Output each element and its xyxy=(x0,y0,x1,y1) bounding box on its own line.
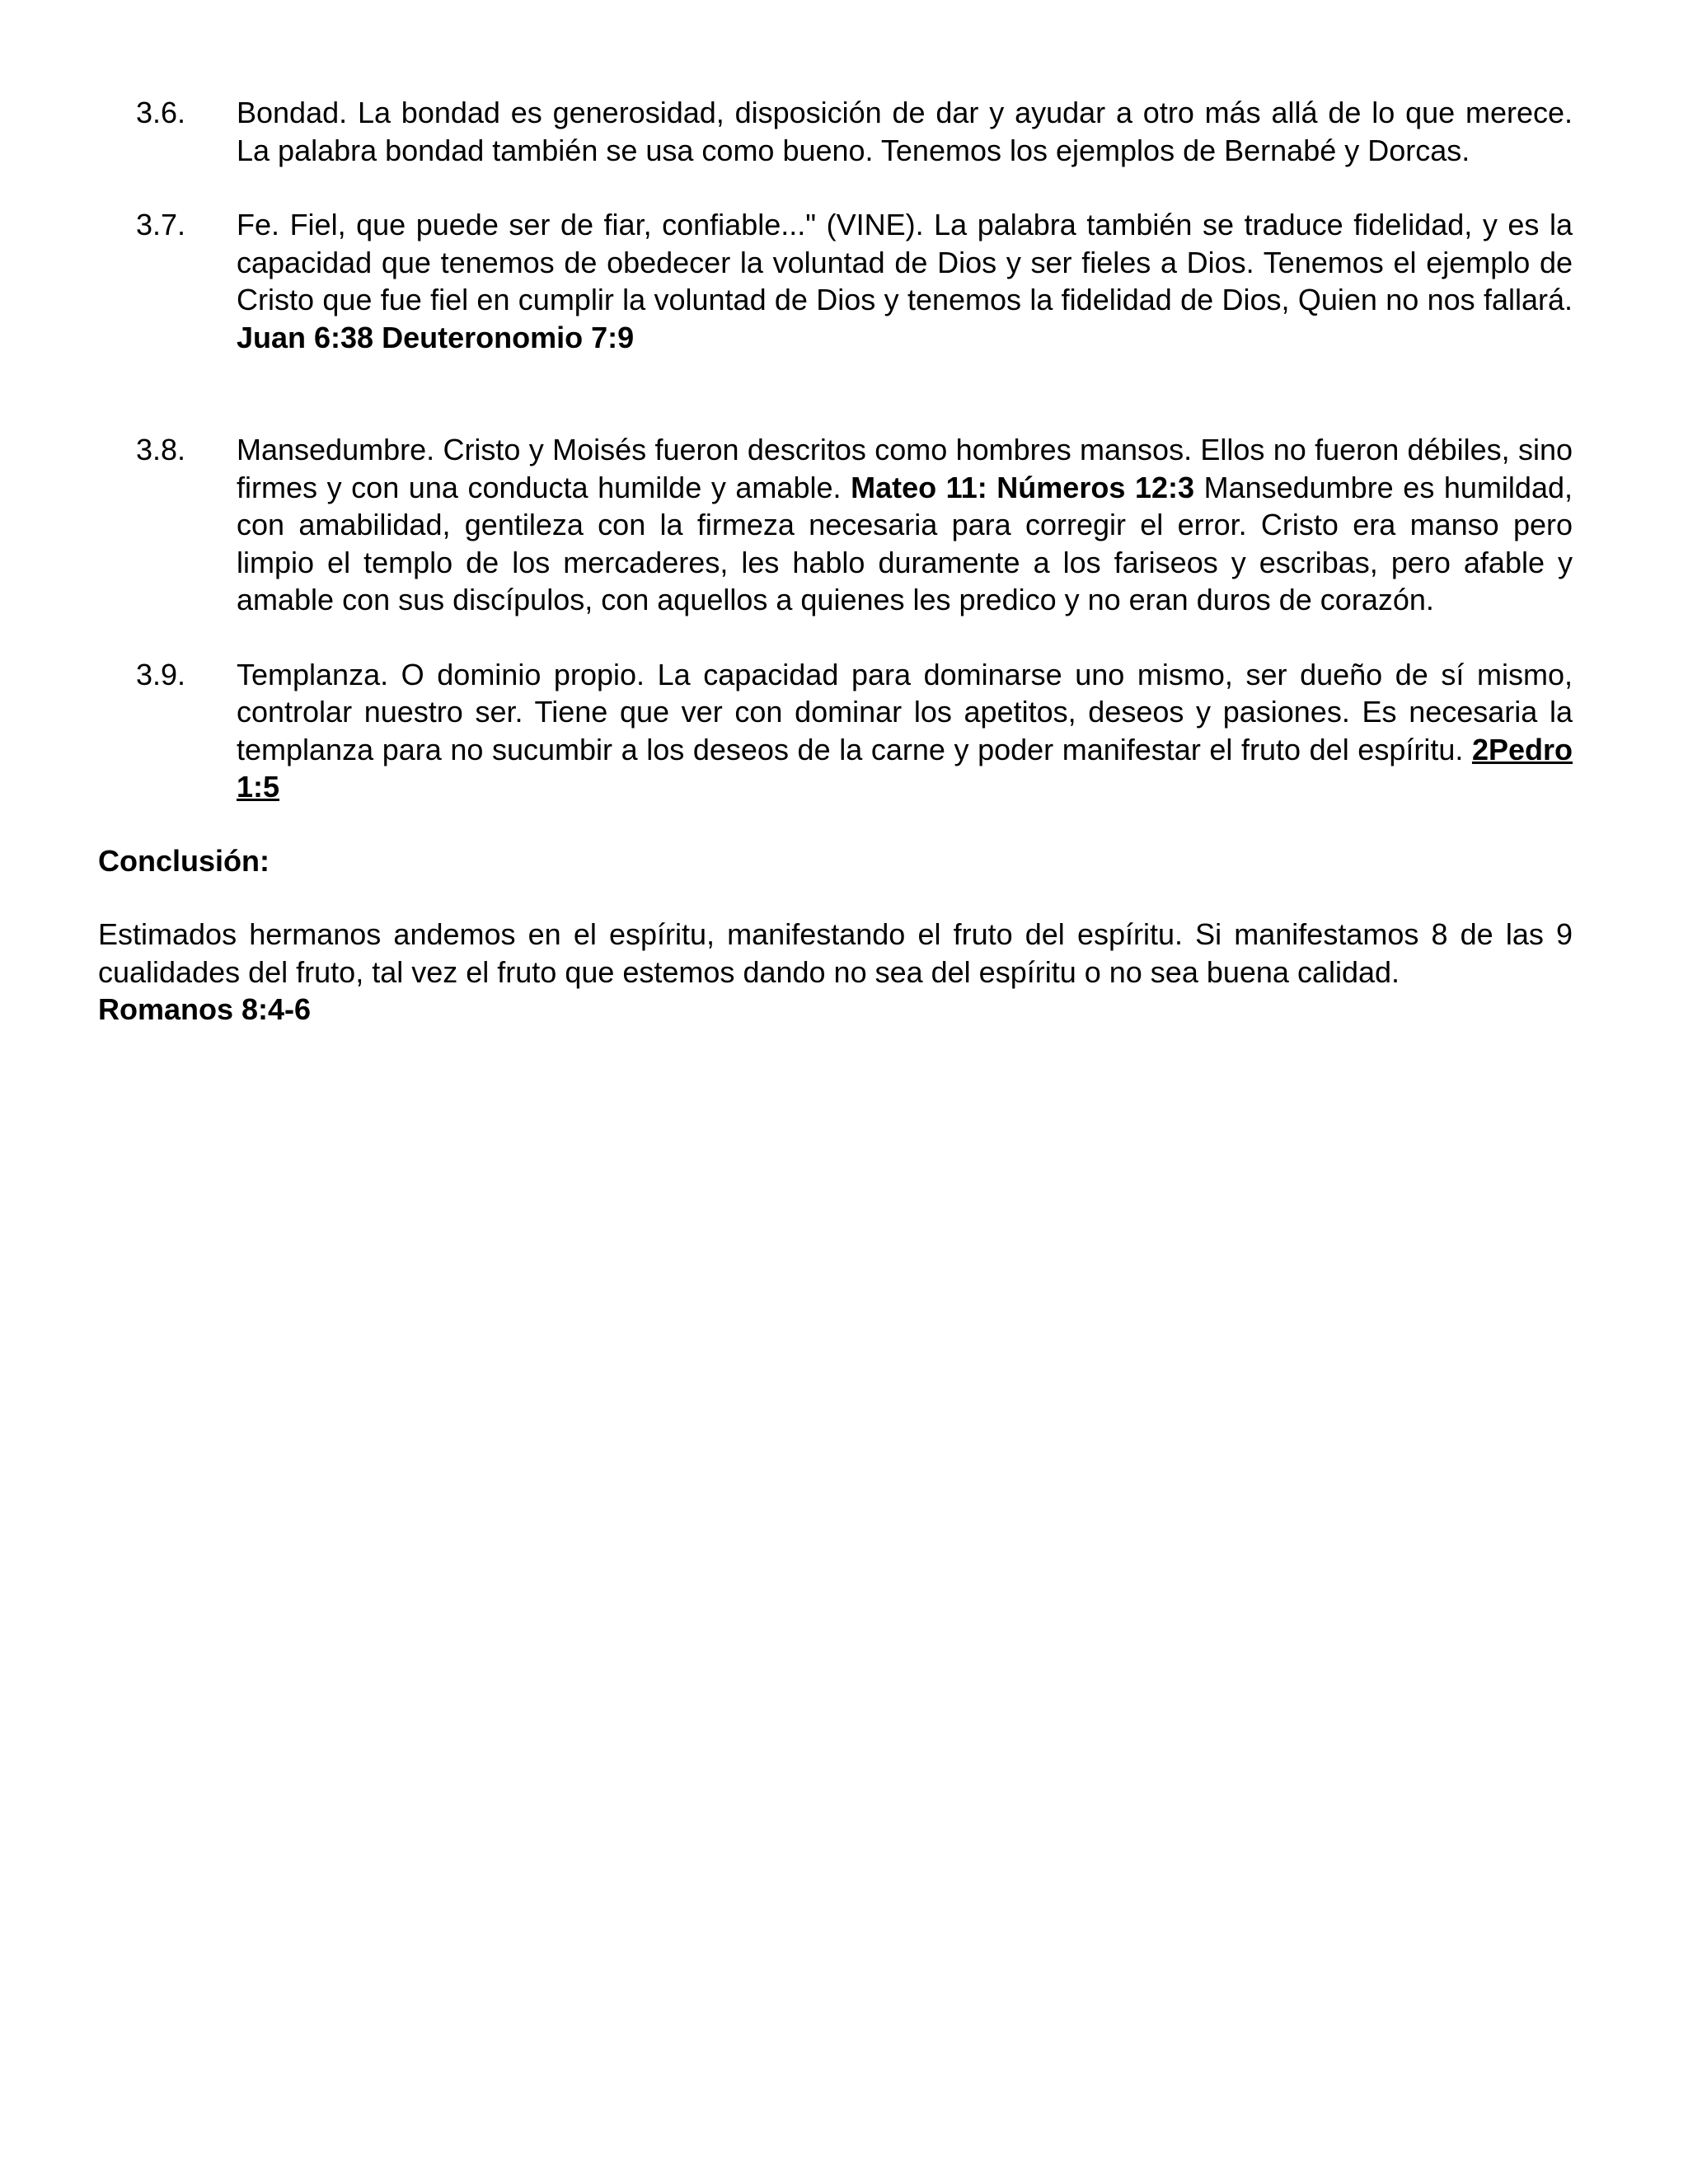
conclusion-text: Estimados hermanos andemos en el espíritu, manifestando el fruto del espíritu. Si manifestamos 8 de las 9 cualidades del fruto, tal vez el fruto que estemos dando no sea del espíritu o no sea buena calidad. xyxy=(98,917,1573,989)
item-text xyxy=(237,656,1573,806)
item-number: 3.8. xyxy=(136,433,186,466)
item-text xyxy=(237,206,1573,356)
item-text-continuation: Mansedumbre es humildad, con amabilidad, gentileza con la firmeza necesaria para corregir el error. Cristo era manso pero limpio el templo de los mercaderes, les hablo duramente a los fariseos y escribas, pero afable y amable con sus discípulos, con aquellos a quienes les predico y no eran duros de corazón. xyxy=(237,470,1573,616)
list-item-3-6 xyxy=(98,94,1573,169)
scripture-reference: Mateo 11: Números 12:3 xyxy=(851,470,1194,504)
list-item-3-8 xyxy=(98,431,1573,619)
list-item-3-7 xyxy=(98,206,1573,356)
item-number: 3.6. xyxy=(136,96,186,129)
scripture-reference: Romanos 8:4-6 xyxy=(98,992,312,1026)
item-text xyxy=(237,94,1573,169)
item-text-body: Templanza. O dominio propio. La capacidad para dominarse uno mismo, ser dueño de sí mismo, controlar nuestro ser. Tiene que ver con dominar los apetitos, deseos y pasiones. Es necesaria la templanza para no sucumbir a los deseos de la carne y poder manifestar el fruto del espíritu. xyxy=(237,657,1573,766)
item-text-body: Bondad. La bondad es generosidad, disposición de dar y ayudar a otro más allá de lo que merece. La palabra bondad también se usa como bueno. Tenemos los ejemplos de Bernabé y Dorcas. xyxy=(237,96,1573,167)
document-body xyxy=(98,94,1573,1029)
item-number: 3.9. xyxy=(136,657,186,691)
item-number: 3.7. xyxy=(136,208,186,241)
scripture-reference: Juan 6:38 Deuteronomio 7:9 xyxy=(237,320,635,354)
conclusion-paragraph xyxy=(98,916,1573,1029)
conclusion-heading: Conclusión: xyxy=(98,843,270,878)
item-text-body: Fe. Fiel, que puede ser de fiar, confiable..." (VINE). La palabra también se traduce fidelidad, y es la capacidad que tenemos de obedecer la voluntad de Dios y ser fieles a Dios. Tenemos el ejemplo de Cristo que fue fiel en cumplir la voluntad de Dios y tenemos la fidelidad de Dios, Quien no nos fallará. xyxy=(237,208,1573,316)
scripture-reference: 2Pedro 1:5 xyxy=(237,732,1573,804)
list-item-3-9 xyxy=(98,656,1573,806)
item-text-body: Mansedumbre. Cristo y Moisés fueron descritos como hombres mansos. Ellos no fueron débiles, sino firmes y con una conducta humilde y amable. xyxy=(237,433,1573,504)
item-text xyxy=(237,431,1573,619)
